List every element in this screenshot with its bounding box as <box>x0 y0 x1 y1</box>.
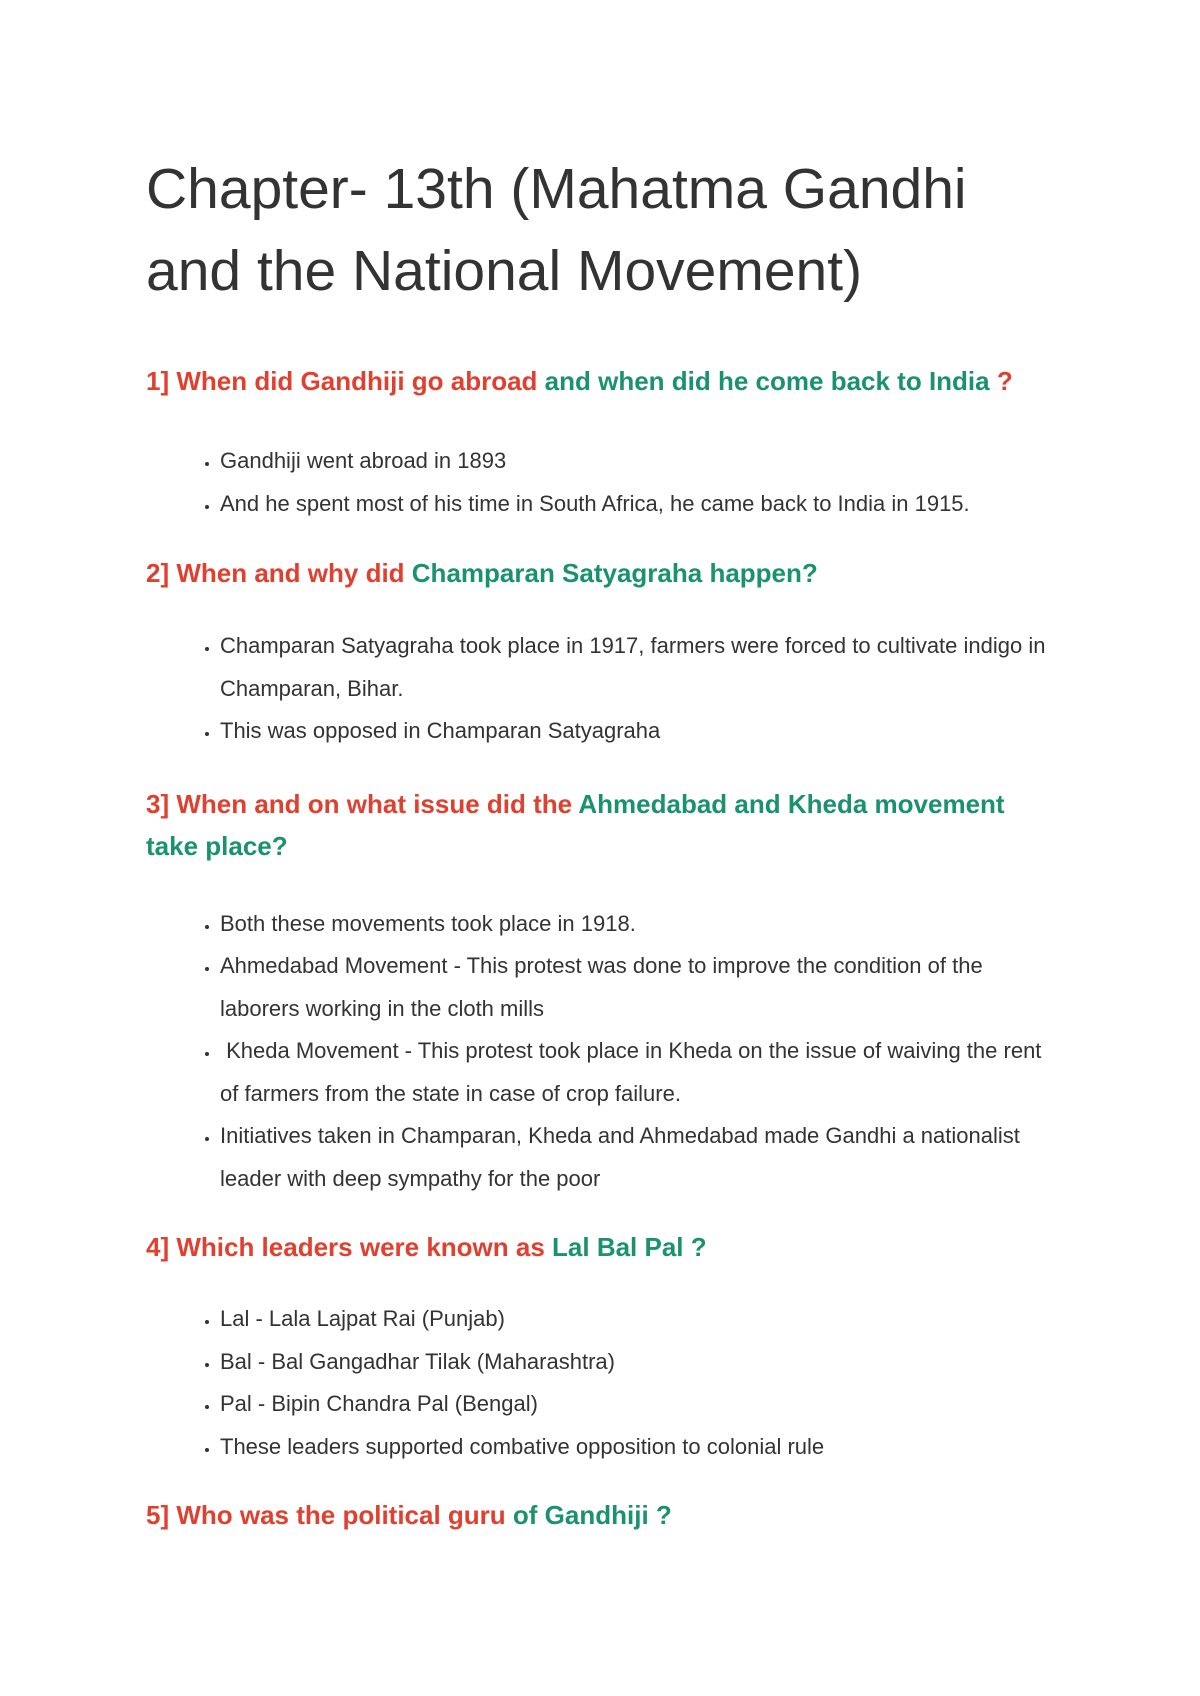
answer-bullet: • Lal - Lala Lajpat Rai (Punjab) <box>220 1298 1054 1341</box>
question-heading-green-part: Champaran Satyagraha happen? <box>411 558 818 588</box>
question-heading-green-part: Lal Bal Pal ? <box>552 1232 707 1262</box>
answer-list-1 <box>146 440 1054 525</box>
question-heading-3 <box>146 783 1054 867</box>
question-heading-green-part: Ahmedabad and Kheda movement take place? <box>146 788 1005 861</box>
answer-bullet: • Bal - Bal Gangadhar Tilak (Maharashtra) <box>220 1341 1054 1384</box>
answer-bullet: • Pal - Bipin Chandra Pal (Bengal) <box>220 1383 1054 1426</box>
question-heading-2 <box>146 552 1054 594</box>
answer-list-4 <box>146 1298 1054 1468</box>
answer-bullet: • Kheda Movement - This protest took place in Kheda on the issue of waiving the rent of farmers from the state in case of crop failure. <box>220 1030 1054 1115</box>
question-heading-red-part: 4] Which leaders were known as <box>146 1232 553 1262</box>
question-heading-4 <box>146 1226 1054 1268</box>
answer-bullet: • Champaran Satyagraha took place in 1917, farmers were forced to cultivate indigo in Champaran, Bihar. <box>220 625 1054 710</box>
answer-bullet: • And he spent most of his time in South Africa, he came back to India in 1915. <box>220 483 1054 526</box>
answer-bullet: • Initiatives taken in Champaran, Kheda and Ahmedabad made Gandhi a nationalist leader with deep sympathy for the poor <box>220 1115 1054 1200</box>
question-heading-5 <box>146 1494 1054 1536</box>
question-heading-suffix: ? <box>989 366 1013 396</box>
answer-list-3 <box>146 903 1054 1201</box>
answer-bullet: • Both these movements took place in 1918. <box>220 903 1054 946</box>
answer-bullet: • Gandhiji went abroad in 1893 <box>220 440 1054 483</box>
question-heading-red-part: 2] When and why did <box>146 558 412 588</box>
question-heading-red-part: 3] When and on what issue did the <box>146 788 579 819</box>
question-heading-green-part: of Gandhiji ? <box>505 1500 672 1530</box>
answer-bullet: • Ahmedabad Movement - This protest was done to improve the condition of the laborers working in the cloth mills <box>220 945 1054 1030</box>
question-heading-red-part: 1] When did Gandhiji go abroad <box>146 366 538 396</box>
answer-bullet: • This was opposed in Champaran Satyagraha <box>220 710 1054 753</box>
answer-list-2 <box>146 625 1054 753</box>
question-heading-red-part: 5] Who was the political guru <box>146 1500 506 1530</box>
question-heading-green-part: and when did he come back to India <box>537 366 990 396</box>
answer-bullet: • These leaders supported combative opposition to colonial rule <box>220 1426 1054 1469</box>
question-heading-1 <box>146 360 1054 402</box>
page-title: Chapter- 13th (Mahatma Gandhi and the National Movement) <box>146 157 967 303</box>
